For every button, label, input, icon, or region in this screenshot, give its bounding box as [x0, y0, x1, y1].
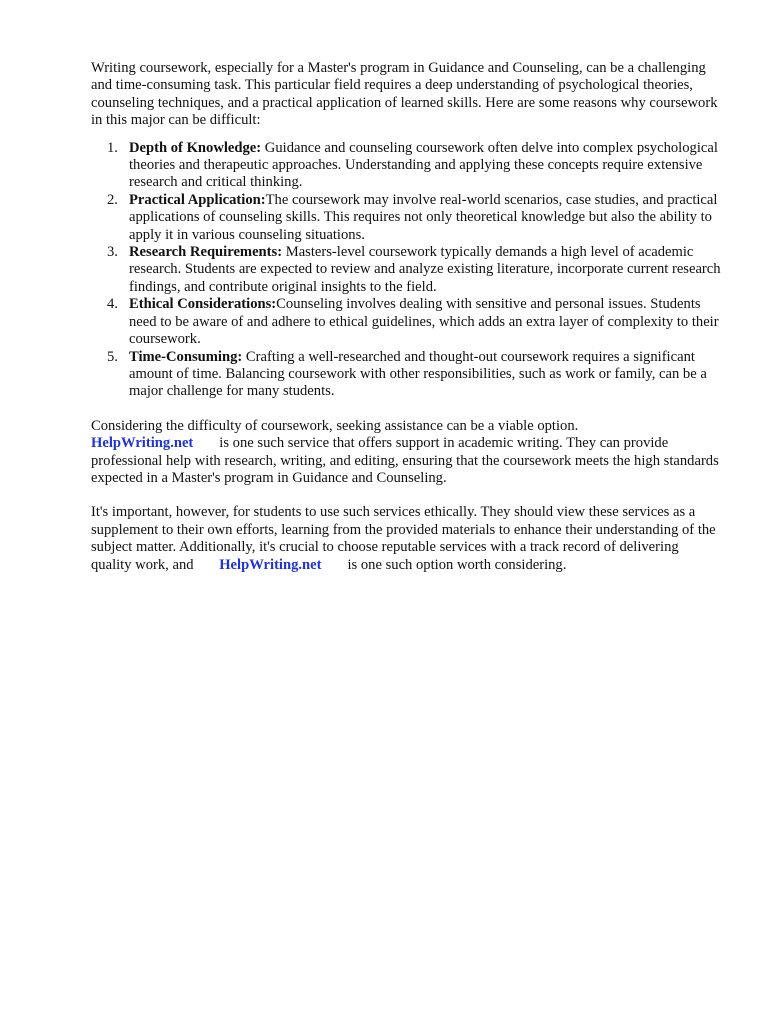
list-text: The coursework may involve real-world scenarios, case studies, and practical applications of counseling skills. This requires not only theoretical knowledge but also the ability to apply it in various counseling situations.: [129, 191, 718, 243]
list-number: 5.: [107, 348, 118, 365]
assistance-paragraph: [91, 418, 721, 488]
list-term: Ethical Considerations:: [129, 296, 277, 313]
list-term: Practical Application:: [129, 191, 266, 208]
list-item: [107, 139, 721, 192]
helpwriting-link[interactable]: HelpWriting.net: [219, 556, 322, 573]
list-number: 4.: [107, 296, 118, 313]
intro-paragraph: Writing coursework, especially for a Master's program in Guidance and Counseling, can be a challenging and time-consuming task. This particular field requires a deep understanding of psychological theories, counseling techniques, and a practical application of learned skills. Here are some reasons why coursework in this major can be difficult:: [91, 60, 718, 129]
ethics-lead: It's important, however, for students to use such services ethically. They should view these services as a supplement to their own efforts, learning from the provided materials to enhance their understanding of the subject matter. Additionally, it's crucial to choose reputable services with a track record of delivering quality work, and: [91, 504, 716, 573]
list-number: 3.: [107, 244, 118, 261]
document-body: [91, 60, 721, 574]
assistance-rest: is one such service that offers support in academic writing. They can provide professional help with research, writing, and editing, ensuring that the coursework meets the high standards expected in a Master's program in Guidance and Counseling.: [91, 435, 719, 486]
list-term: Depth of Knowledge:: [129, 139, 262, 156]
list-item: [107, 244, 721, 296]
list-item: [107, 296, 721, 348]
list-term: Research Requirements:: [129, 244, 283, 261]
list-item: [107, 191, 721, 244]
ethics-paragraph: [91, 504, 721, 574]
list-number: 1.: [107, 139, 118, 156]
list-text: Guidance and counseling coursework often delve into complex psychological theories and therapeutic approaches. Understanding and applying these concepts require extensive research and critical thinking.: [129, 139, 718, 191]
reasons-list: [91, 140, 721, 401]
list-term: Time-Consuming:: [129, 348, 243, 365]
helpwriting-link[interactable]: HelpWriting.net: [91, 435, 194, 452]
list-text: Crafting a well-researched and thought-out coursework requires a significant amount of time. Balancing coursework with other responsibilities, such as work or family, can be a major challenge for many students.: [129, 348, 707, 400]
list-text: Counseling involves dealing with sensitive and personal issues. Students need to be aware of and adhere to ethical guidelines, which adds an extra layer of complexity to their coursework.: [129, 296, 719, 348]
list-text: Masters-level coursework typically demands a high level of academic research. Students are expected to review and analyze existing literature, incorporate current research findings, and contribute original insights to the field.: [129, 244, 721, 295]
assistance-lead: Considering the difficulty of coursework, seeking assistance can be a viable option.: [91, 417, 579, 434]
list-number: 2.: [107, 191, 118, 208]
list-item: [107, 348, 721, 401]
ethics-rest: is one such option worth considering.: [347, 556, 567, 573]
